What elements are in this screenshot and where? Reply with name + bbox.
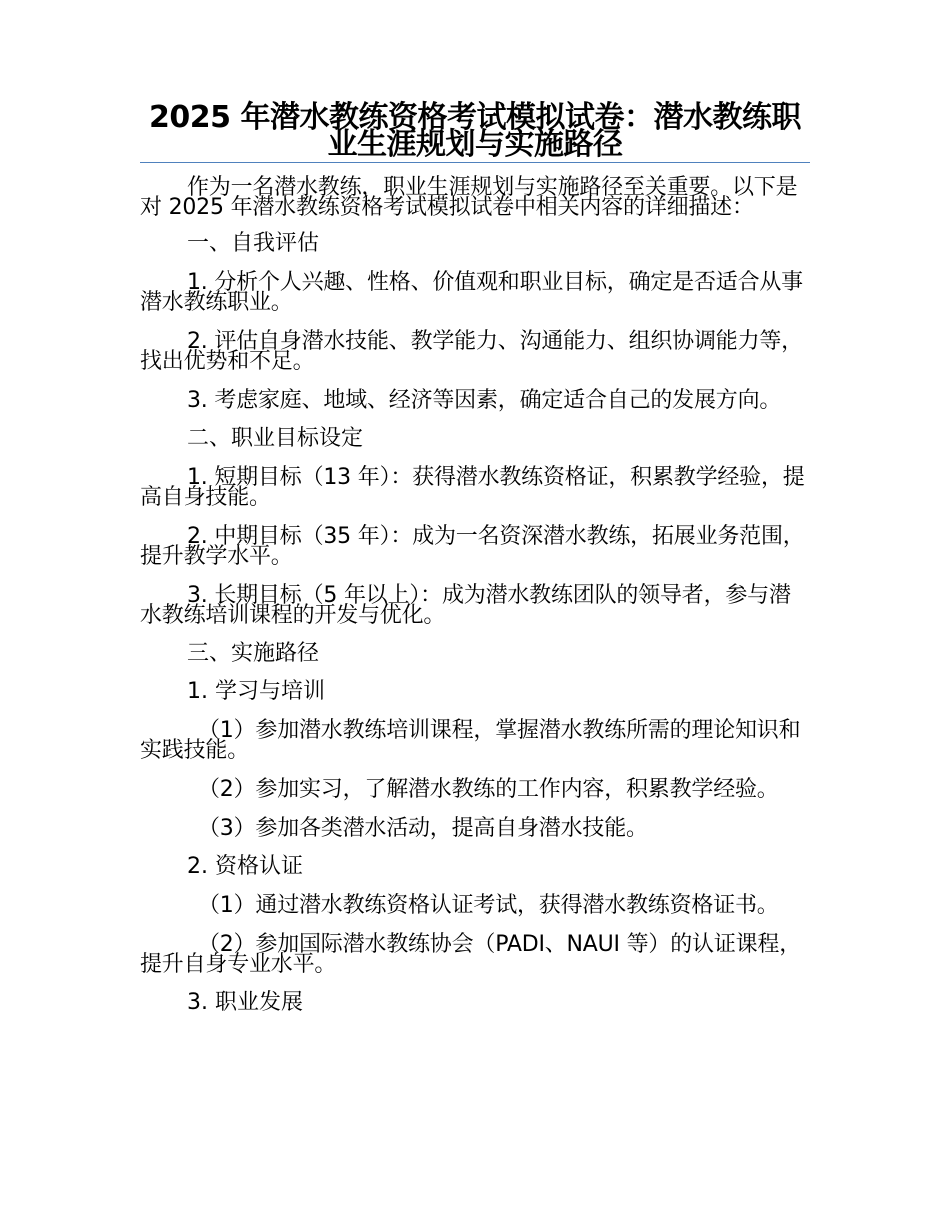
learning-item-2: （2）参加实习，了解潜水教练的工作内容，积累教学经验。 (198, 777, 779, 802)
document-body (140, 175, 810, 1015)
certification-item-1: （1）通过潜水教练资格认证考试，获得潜水教练资格证书。 (198, 893, 779, 918)
certification-item-2: （2）参加国际潜水教练协会（PADI、NAUI 等）的认证课程，提升自身专业水平。 (140, 932, 802, 977)
document-title: 2025 年潜水教练资格考试模拟试卷：潜水教练职业生涯规划与实施路径 (149, 100, 801, 162)
title-underline (140, 162, 810, 163)
subsection-heading-certification: 2. 资格认证 (187, 854, 303, 879)
learning-item-3: （3）参加各类潜水活动，提高自身潜水技能。 (198, 816, 648, 841)
career-goal-long-term: 3. 长期目标（5 年以上）：成为潜水教练团队的领导者，参与潜水教练培训课程的开发与优化。 (140, 583, 791, 628)
subsection-heading-learning: 1. 学习与培训 (187, 679, 325, 704)
section-heading-career-goals: 二、职业目标设定 (187, 426, 364, 451)
section-heading-self-assessment: 一、自我评估 (187, 231, 320, 256)
section-heading-implementation: 三、实施路径 (187, 641, 320, 666)
self-assessment-item-3: 3. 考虑家庭、地域、经济等因素，确定适合自己的发展方向。 (187, 388, 782, 413)
self-assessment-item-2: 2. 评估自身潜水技能、教学能力、沟通能力、组织协调能力等，找出优势和不足。 (140, 329, 803, 374)
career-goal-mid-term: 2. 中期目标（35 年）：成为一名资深潜水教练，拓展业务范围，提升教学水平。 (140, 524, 805, 569)
intro-paragraph: 作为一名潜水教练，职业生涯规划与实施路径至关重要。以下是对 2025 年潜水教练资格考试模拟试卷中相关内容的详细描述： (140, 175, 798, 220)
career-goal-short-term: 1. 短期目标（13 年）：获得潜水教练资格证，积累教学经验，提高自身技能。 (140, 465, 805, 510)
self-assessment-item-1: 1. 分析个人兴趣、性格、价值观和职业目标，确定是否适合从事潜水教练职业。 (140, 270, 803, 315)
learning-item-1: （1）参加潜水教练培训课程，掌握潜水教练所需的理论知识和实践技能。 (140, 718, 801, 763)
subsection-heading-career-development: 3. 职业发展 (187, 990, 303, 1015)
